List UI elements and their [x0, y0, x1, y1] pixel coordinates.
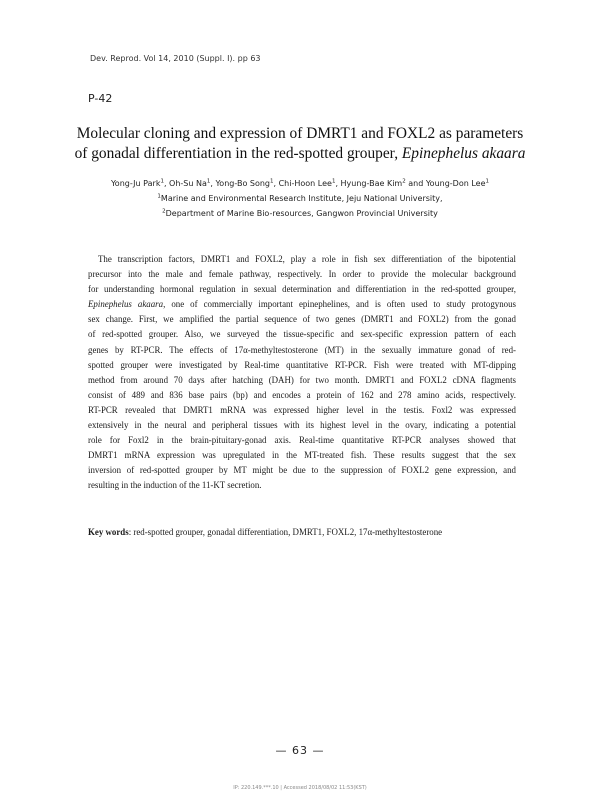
abstract-line: for understanding hormonal regulation in sexual determination and differentiation in the red-spotted grouper, [88, 284, 516, 295]
species-name-italic: Epinephelus akaara [88, 299, 164, 310]
abstract-line: spotted grouper were investigated by Real-time quantitative RT-PCR. Fish were treated with MT-dipping [88, 359, 516, 370]
abstract [88, 252, 516, 494]
paper-title [70, 124, 530, 164]
author-separator: , [335, 179, 341, 188]
author-affil-mark: 1 [331, 178, 336, 185]
author: Oh-Su Na [169, 179, 207, 188]
affiliation-text: Department of Marine Bio-resources, Gangwon Provincial University [165, 209, 438, 218]
author-affil-mark: 1 [270, 178, 274, 185]
author: Young-Don Lee [425, 179, 486, 188]
author-affil-mark: 1 [206, 178, 211, 185]
page-number: — 63 — [275, 744, 325, 757]
author-affil-mark: 1 [160, 178, 164, 185]
abstract-line: genes by RT-PCR. The effects of 17α-methyltestosterone (MT) in the sexually immature gonad of red- [88, 344, 516, 355]
poster-id: P-42 [88, 92, 113, 105]
author-list [40, 178, 560, 190]
abstract-line: precursor into the male and female pathway, respectively. In order to provide the molecular background [88, 269, 516, 280]
abstract-line: method from around 70 days after hatching (DAH) for two month. DMRT1 and FOXL2 cDNA flagments [88, 374, 516, 385]
keywords-label: Key words [88, 527, 129, 537]
author: Yong-Ju Park [110, 179, 161, 188]
species-name: Epinephelus akaara [401, 145, 526, 162]
title-line-1: Molecular cloning and expression of DMRT1 and FOXL2 as parameters [76, 125, 524, 142]
author-separator: , [163, 179, 170, 188]
author-separator: , [210, 179, 216, 188]
author-affil-mark: 1 [485, 178, 490, 185]
abstract-line: role for Foxl2 in the brain-pituitary-gonad axis. Real-time quantitative RT-PCR analyses showed that [88, 435, 516, 446]
author: Yong-Bo Song [215, 179, 270, 188]
title-line-2: of gonadal differentiation in the red-spotted grouper, [74, 145, 402, 162]
affiliation-2 [40, 208, 560, 220]
author: Chi-Hoon Lee [278, 179, 332, 188]
journal-reference: Dev. Reprod. Vol 14, 2010 (Suppl. I). pp 63 [90, 54, 261, 63]
abstract-line: consist of 489 and 836 base pairs (bp) and encodes a protein of 162 and 278 amino acids, respectively. [88, 389, 516, 400]
abstract-line: RT-PCR revealed that DMRT1 mRNA was expressed higher level in the testis. Foxl2 was expressed [88, 404, 516, 415]
author-affil-mark: 2 [402, 178, 406, 185]
author-separator: and [405, 179, 426, 188]
keywords [88, 527, 528, 537]
abstract-line: DMRT1 mRNA expression was upregulated in the MT-treated fish. These results suggest that the sex [88, 450, 516, 461]
author-separator: , [273, 179, 279, 188]
abstract-line: extensively in the neural and peripheral tissues with its highest level in the ovary, indicating a potential [88, 420, 516, 431]
abstract-line: inversion of red-spotted grouper by MT might be due to the suppression of FOXL2 gene expression, and [88, 465, 516, 476]
abstract-line: The transcription factors, DMRT1 and FOXL2, play a role in fish sex differentiation of the bipotential [98, 254, 516, 264]
abstract-line: of red-spotted grouper. Also, we surveyed the tissue-specific and sex-specific expression pattern of each [88, 329, 516, 340]
affiliation-text: Marine and Environmental Research Institute, Jeju National University, [160, 194, 443, 203]
abstract-line: resulting in the induction of the 11-KT secretion. [88, 480, 262, 491]
affiliation-mark: 2 [162, 208, 166, 215]
abstract-line [88, 297, 516, 312]
access-footer: IP: 220.149.***.10 | Accessed 2018/08/02 11:53(KST) [233, 785, 367, 791]
abstract-line: sex change. First, we amplified the partial sequence of two genes (DMRT1 and FOXL2) from the gonad [88, 314, 516, 325]
abstract-line-rest: , one of commercially important epinephelines, and is often used to study protogynous [163, 299, 516, 310]
affiliation-1 [40, 193, 560, 205]
affiliation-mark: 1 [157, 193, 161, 200]
keywords-text: : red-spotted grouper, gonadal differentiation, DMRT1, FOXL2, 17α-methyltestosterone [128, 527, 443, 537]
author: Hyung-Bae Kim [340, 179, 403, 188]
